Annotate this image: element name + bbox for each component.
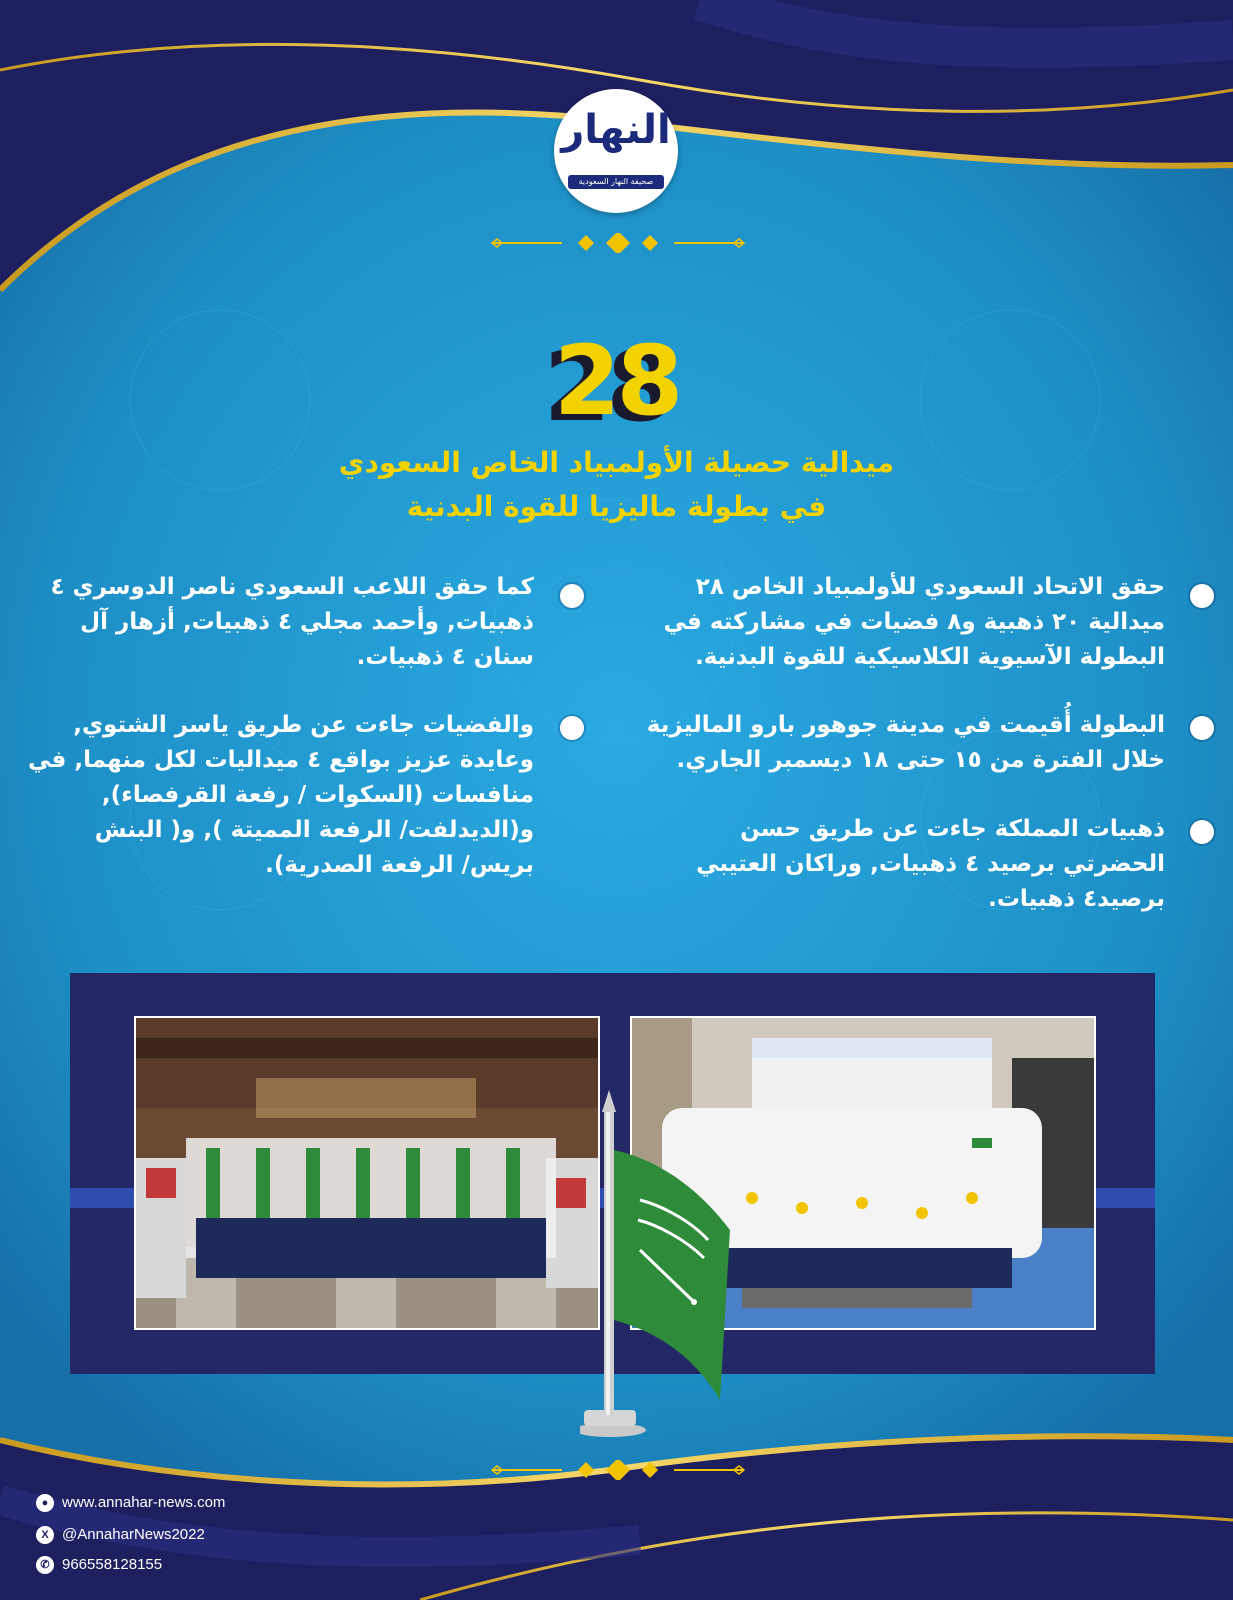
globe-icon: ● <box>36 1494 54 1512</box>
twitter-handle-text: @AnnaharNews2022 <box>62 1526 205 1543</box>
whatsapp-icon: ✆ <box>36 1556 54 1574</box>
bullet-left-1: كما حقق اللاعب السعودي ناصر الدوسري ٤ ذهبيات, وأحمد مجلي ٤ ذهبيات, أزهار آل سنان ٤ ذهبيات. <box>50 574 534 670</box>
bullet-left-2: والفضيات جاءت عن طريق ياسر الشتوي, وعايدة عزيز بواقع ٤ ميداليات لكل منهما, في منافسات (السكوات / رفعة القرفصاء), و(الديدلفت/ الرفعة المميتة ), و( البنش بريس/ الرفعة الصدرية). <box>28 712 534 878</box>
bullet-dot <box>1190 716 1214 740</box>
bullet-dot <box>560 584 584 608</box>
logo-wordmark: النهار <box>561 107 671 153</box>
bullet-dot <box>1190 584 1214 608</box>
bullet-dot <box>560 716 584 740</box>
footer-website[interactable] <box>36 1493 225 1513</box>
headline-line-2: في بطولة ماليزيا للقوة البدنية <box>406 490 827 523</box>
bullet-dot <box>1190 820 1214 844</box>
headline-line-1: ميدالية حصيلة الأولمبياد الخاص السعودي <box>338 446 895 479</box>
saudi-flag-icon <box>580 1090 740 1440</box>
bullet-right-2: البطولة أُقيمت في مدينة جوهور بارو الماليزية خلال الفترة من ١٥ حتى ١٨ ديسمبر الجاري. <box>646 712 1165 773</box>
logo-tagline: صحيفة النهار السعودية <box>568 175 664 189</box>
medal-count-number: 28 <box>553 325 680 437</box>
x-twitter-icon: X <box>36 1526 54 1544</box>
bottom-diamond-ornament <box>488 1460 748 1480</box>
whatsapp-number-text: 966558128155 <box>62 1556 163 1573</box>
website-text: www.annahar-news.com <box>62 1494 226 1511</box>
top-diamond-ornament <box>488 233 748 253</box>
bullet-right-1: حقق الاتحاد السعودي للأولمبياد الخاص ٢٨ ميدالية ٢٠ ذهبية و٨ فضيات في مشاركته في البطولة الآسيوية الكلاسيكية للقوة البدنية. <box>663 574 1165 670</box>
team-photo-lobby <box>134 1016 600 1330</box>
footer-whatsapp[interactable] <box>36 1555 162 1575</box>
bullet-right-3: ذهبيات المملكة جاءت عن طريق حسن الحضرتي برصيد ٤ ذهبيات, وراكان العتيبي برصيد٤ ذهبيات. <box>696 816 1165 912</box>
footer-twitter[interactable] <box>36 1525 205 1545</box>
annahar-logo <box>554 89 678 213</box>
